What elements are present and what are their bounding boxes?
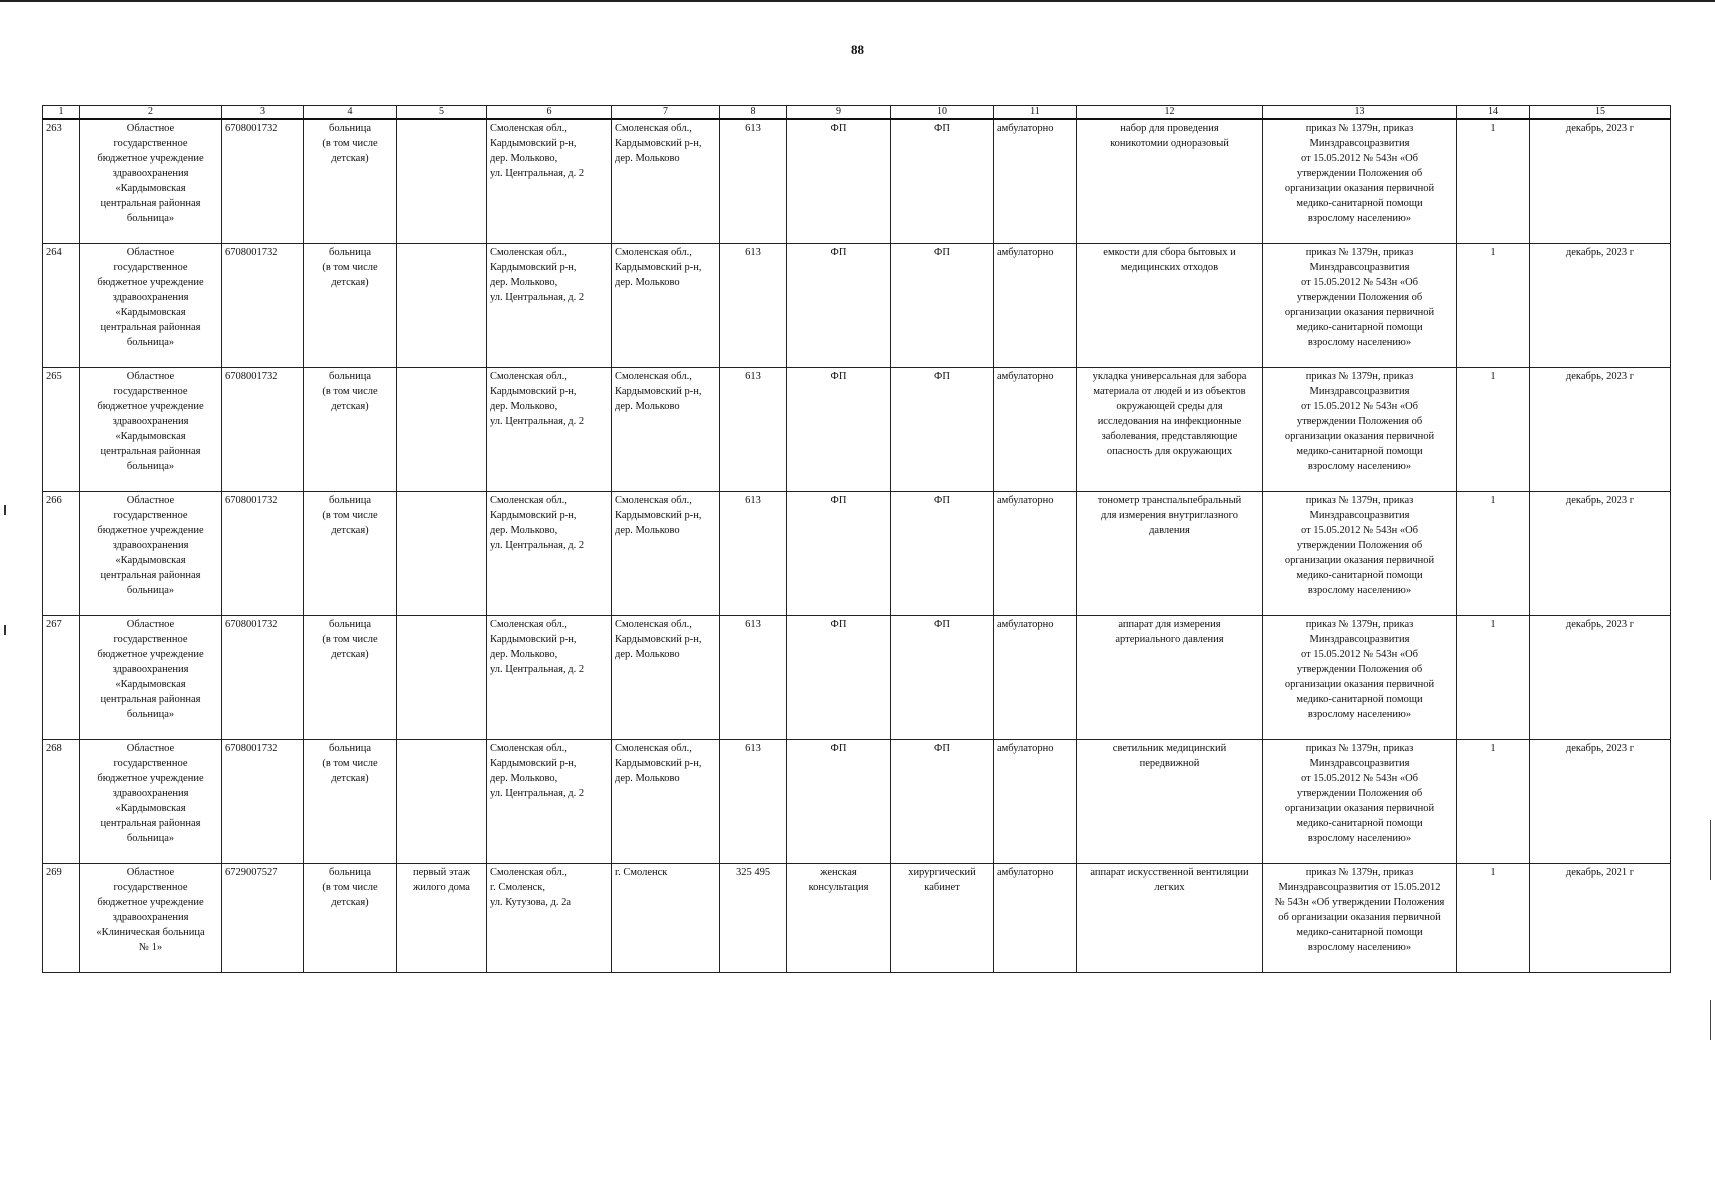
- unit-name-cell: [787, 864, 891, 973]
- column-header: 5: [397, 106, 487, 120]
- organization-name: Областное государственное бюджетное учреждение здравоохранения «Кардымовская центральная районная больница»: [97, 371, 204, 472]
- unit-name: ФП: [830, 495, 847, 506]
- right-margin-line: [1710, 820, 1711, 880]
- unit-name-cell: [787, 740, 891, 864]
- facility-type-cell: [304, 616, 397, 740]
- inn-code-cell: [222, 616, 304, 740]
- population-cell: [720, 244, 787, 368]
- subunit-name-cell: [891, 244, 994, 368]
- facility-type: больница (в том числе детская): [322, 867, 378, 908]
- facility-type: больница (в том числе детская): [322, 371, 378, 412]
- column-header: 7: [612, 106, 720, 120]
- unit-name-cell: [787, 616, 891, 740]
- row-number-cell: [43, 740, 80, 864]
- locality: Смоленская обл., Кардымовский р-н, дер. Мольково: [615, 123, 702, 164]
- care-mode: амбулаторно: [997, 495, 1054, 506]
- care-mode-cell: [994, 368, 1077, 492]
- inn-code: 6729007527: [225, 867, 278, 878]
- column-number-row: [43, 106, 1671, 120]
- facility-address-cell: [487, 368, 612, 492]
- care-mode-cell: [994, 616, 1077, 740]
- regulatory-order: приказ № 1379н, приказ Минздравсоцразвития от 15.05.2012 № 543н «Об утверждении Положения об организации оказания первичной медико-санитарной помощи взрослому населению»: [1284, 371, 1435, 472]
- population-cell: [720, 492, 787, 616]
- population: 613: [745, 619, 761, 630]
- subunit-name-cell: [891, 368, 994, 492]
- page-top-edge: [0, 0, 1715, 2]
- facility-type: больница (в том числе детская): [322, 619, 378, 660]
- equipment-name-cell: [1077, 864, 1263, 973]
- floor-location-cell: [397, 740, 487, 864]
- inn-code: 6708001732: [225, 619, 278, 630]
- unit-name-cell: [787, 368, 891, 492]
- delivery-date-cell: [1530, 244, 1671, 368]
- locality-cell: [612, 244, 720, 368]
- facility-address-cell: [487, 616, 612, 740]
- row-number: 266: [46, 495, 62, 506]
- organization-name: Областное государственное бюджетное учреждение здравоохранения «Кардымовская центральная районная больница»: [97, 619, 204, 720]
- organization-name: Областное государственное бюджетное учреждение здравоохранения «Кардымовская центральная районная больница»: [97, 123, 204, 224]
- facility-address: Смоленская обл., Кардымовский р-н, дер. Мольково, ул. Центральная, д. 2: [490, 495, 585, 551]
- organization-name-cell: [80, 864, 222, 973]
- column-header: 3: [222, 106, 304, 120]
- organization-name: Областное государственное бюджетное учреждение здравоохранения «Кардымовская центральная районная больница»: [97, 495, 204, 596]
- delivery-date: декабрь, 2023 г: [1565, 123, 1635, 134]
- equipment-name: укладка универсальная для забора материала от людей и из объектов окружающей среды для исследования на инфекционные заболевания, представляющие опасность для окружающих: [1092, 371, 1247, 457]
- quantity: 1: [1490, 495, 1496, 506]
- table-row: [43, 368, 1671, 492]
- unit-name: ФП: [830, 743, 847, 754]
- quantity: 1: [1490, 123, 1496, 134]
- quantity: 1: [1490, 867, 1496, 878]
- facility-address-cell: [487, 492, 612, 616]
- registry-table: [42, 105, 1671, 973]
- column-header: 11: [994, 106, 1077, 120]
- delivery-date-cell: [1530, 492, 1671, 616]
- floor-location: первый этаж жилого дома: [413, 867, 470, 893]
- facility-address-cell: [487, 864, 612, 973]
- facility-address-cell: [487, 119, 612, 244]
- floor-location-cell: [397, 864, 487, 973]
- delivery-date-cell: [1530, 119, 1671, 244]
- regulatory-order-cell: [1263, 864, 1457, 973]
- care-mode: амбулаторно: [997, 247, 1054, 258]
- equipment-name-cell: [1077, 244, 1263, 368]
- right-margin-line: [1710, 1000, 1711, 1040]
- facility-type-cell: [304, 119, 397, 244]
- locality-cell: [612, 616, 720, 740]
- regulatory-order-cell: [1263, 368, 1457, 492]
- care-mode-cell: [994, 740, 1077, 864]
- subunit-name-cell: [891, 864, 994, 973]
- regulatory-order: приказ № 1379н, приказ Минздравсоцразвития от 15.05.2012 № 543н «Об утверждении Положения об организации оказания первичной медико-санитарной помощи взрослому населению»: [1284, 619, 1435, 720]
- equipment-name-cell: [1077, 616, 1263, 740]
- subunit-name-cell: [891, 119, 994, 244]
- locality: Смоленская обл., Кардымовский р-н, дер. Мольково: [615, 619, 702, 660]
- inn-code-cell: [222, 740, 304, 864]
- column-header: 14: [1457, 106, 1530, 120]
- page-number: 88: [851, 42, 864, 57]
- population: 613: [745, 123, 761, 134]
- table-row: [43, 740, 1671, 864]
- facility-type: больница (в том числе детская): [322, 247, 378, 288]
- delivery-date: декабрь, 2023 г: [1565, 371, 1635, 382]
- row-number-cell: [43, 244, 80, 368]
- inn-code: 6708001732: [225, 123, 278, 134]
- quantity: 1: [1490, 247, 1496, 258]
- inn-code: 6708001732: [225, 247, 278, 258]
- quantity-cell: [1457, 368, 1530, 492]
- delivery-date: декабрь, 2023 г: [1565, 495, 1635, 506]
- population-cell: [720, 368, 787, 492]
- organization-name: Областное государственное бюджетное учреждение здравоохранения «Кардымовская центральная районная больница»: [97, 247, 204, 348]
- locality-cell: [612, 119, 720, 244]
- facility-address: Смоленская обл., Кардымовский р-н, дер. Мольково, ул. Центральная, д. 2: [490, 619, 585, 675]
- column-header: 2: [80, 106, 222, 120]
- floor-location-cell: [397, 368, 487, 492]
- unit-name: ФП: [830, 123, 847, 134]
- facility-address: Смоленская обл., Кардымовский р-н, дер. Мольково, ул. Центральная, д. 2: [490, 123, 585, 179]
- delivery-date-cell: [1530, 616, 1671, 740]
- quantity-cell: [1457, 864, 1530, 973]
- row-number: 264: [46, 247, 62, 258]
- row-number-cell: [43, 864, 80, 973]
- regulatory-order-cell: [1263, 616, 1457, 740]
- subunit-name-cell: [891, 740, 994, 864]
- quantity-cell: [1457, 492, 1530, 616]
- quantity: 1: [1490, 743, 1496, 754]
- delivery-date: декабрь, 2021 г: [1565, 867, 1635, 878]
- row-number-cell: [43, 119, 80, 244]
- regulatory-order-cell: [1263, 244, 1457, 368]
- organization-name-cell: [80, 119, 222, 244]
- floor-location-cell: [397, 616, 487, 740]
- column-header: 8: [720, 106, 787, 120]
- equipment-name-cell: [1077, 492, 1263, 616]
- subunit-name: ФП: [934, 247, 950, 258]
- delivery-date-cell: [1530, 864, 1671, 973]
- subunit-name: ФП: [934, 743, 950, 754]
- regulatory-order: приказ № 1379н, приказ Минздравсоцразвития от 15.05.2012 № 543н «Об утверждении Положения об организации оказания первичной медико-санитарной помощи взрослому населению»: [1284, 495, 1435, 596]
- care-mode-cell: [994, 119, 1077, 244]
- inn-code-cell: [222, 368, 304, 492]
- locality-cell: [612, 368, 720, 492]
- inn-code-cell: [222, 492, 304, 616]
- care-mode: амбулаторно: [997, 743, 1054, 754]
- subunit-name: ФП: [934, 619, 950, 630]
- organization-name: Областное государственное бюджетное учреждение здравоохранения «Кардымовская центральная районная больница»: [97, 743, 204, 844]
- unit-name-cell: [787, 492, 891, 616]
- organization-name-cell: [80, 616, 222, 740]
- column-header: 4: [304, 106, 397, 120]
- facility-address: Смоленская обл., Кардымовский р-н, дер. Мольково, ул. Центральная, д. 2: [490, 247, 585, 303]
- regulatory-order-cell: [1263, 492, 1457, 616]
- organization-name-cell: [80, 492, 222, 616]
- subunit-name: хирургический кабинет: [908, 867, 976, 893]
- population: 613: [745, 495, 761, 506]
- left-margin-mark: [4, 505, 6, 515]
- column-header: 15: [1530, 106, 1671, 120]
- table-row: [43, 492, 1671, 616]
- locality: Смоленская обл., Кардымовский р-н, дер. Мольково: [615, 247, 702, 288]
- organization-name-cell: [80, 740, 222, 864]
- floor-location-cell: [397, 244, 487, 368]
- unit-name: ФП: [830, 371, 847, 382]
- quantity-cell: [1457, 119, 1530, 244]
- table-row: [43, 119, 1671, 244]
- inn-code: 6708001732: [225, 371, 278, 382]
- facility-type: больница (в том числе детская): [322, 743, 378, 784]
- quantity-cell: [1457, 244, 1530, 368]
- row-number: 267: [46, 619, 62, 630]
- column-header: 13: [1263, 106, 1457, 120]
- locality: г. Смоленск: [615, 867, 668, 878]
- locality: Смоленская обл., Кардымовский р-н, дер. Мольково: [615, 495, 702, 536]
- column-header: 10: [891, 106, 994, 120]
- unit-name: женская консультация: [808, 867, 869, 893]
- care-mode: амбулаторно: [997, 371, 1054, 382]
- population-cell: [720, 119, 787, 244]
- inn-code-cell: [222, 119, 304, 244]
- locality-cell: [612, 492, 720, 616]
- row-number: 265: [46, 371, 62, 382]
- delivery-date: декабрь, 2023 г: [1565, 619, 1635, 630]
- facility-type-cell: [304, 740, 397, 864]
- table-row: [43, 616, 1671, 740]
- row-number: 269: [46, 867, 62, 878]
- equipment-name: аппарат искусственной вентиляции легких: [1090, 867, 1249, 893]
- equipment-name: набор для проведения коникотомии одноразовый: [1110, 123, 1229, 149]
- column-header: 12: [1077, 106, 1263, 120]
- equipment-name: светильник медицинский передвижной: [1112, 743, 1227, 769]
- organization-name-cell: [80, 244, 222, 368]
- column-header: 1: [43, 106, 80, 120]
- equipment-name-cell: [1077, 740, 1263, 864]
- population: 613: [745, 371, 761, 382]
- unit-name-cell: [787, 119, 891, 244]
- locality-cell: [612, 740, 720, 864]
- subunit-name-cell: [891, 492, 994, 616]
- population-cell: [720, 740, 787, 864]
- locality-cell: [612, 864, 720, 973]
- equipment-name: тонометр транспальпебральный для измерения внутриглазного давления: [1097, 495, 1242, 536]
- facility-address-cell: [487, 740, 612, 864]
- care-mode: амбулаторно: [997, 619, 1054, 630]
- care-mode: амбулаторно: [997, 867, 1054, 878]
- subunit-name: ФП: [934, 123, 950, 134]
- organization-name: Областное государственное бюджетное учреждение здравоохранения «Клиническая больница № 1»: [96, 867, 205, 953]
- regulatory-order-cell: [1263, 740, 1457, 864]
- care-mode-cell: [994, 492, 1077, 616]
- subunit-name: ФП: [934, 371, 950, 382]
- facility-type-cell: [304, 864, 397, 973]
- delivery-date-cell: [1530, 368, 1671, 492]
- facility-address-cell: [487, 244, 612, 368]
- table-row: [43, 864, 1671, 973]
- quantity-cell: [1457, 740, 1530, 864]
- regulatory-order: приказ № 1379н, приказ Минздравсоцразвития от 15.05.2012 № 543н «Об утверждении Положения об организации оказания первичной медико-санитарной помощи взрослому населению»: [1284, 247, 1435, 348]
- quantity: 1: [1490, 619, 1496, 630]
- equipment-name: емкости для сбора бытовых и медицинских отходов: [1103, 247, 1236, 273]
- facility-type-cell: [304, 368, 397, 492]
- floor-location-cell: [397, 492, 487, 616]
- row-number: 263: [46, 123, 62, 134]
- population: 613: [745, 743, 761, 754]
- subunit-name-cell: [891, 616, 994, 740]
- floor-location-cell: [397, 119, 487, 244]
- regulatory-order: приказ № 1379н, приказ Минздравсоцразвития от 15.05.2012 № 543н «Об утверждении Положения об организации оказания первичной медико-санитарной помощи взрослому населению»: [1274, 867, 1445, 953]
- inn-code: 6708001732: [225, 743, 278, 754]
- row-number-cell: [43, 492, 80, 616]
- inn-code-cell: [222, 864, 304, 973]
- regulatory-order: приказ № 1379н, приказ Минздравсоцразвития от 15.05.2012 № 543н «Об утверждении Положения об организации оказания первичной медико-санитарной помощи взрослому населению»: [1284, 743, 1435, 844]
- inn-code: 6708001732: [225, 495, 278, 506]
- quantity-cell: [1457, 616, 1530, 740]
- population: 325 495: [735, 867, 771, 878]
- unit-name-cell: [787, 244, 891, 368]
- care-mode: амбулаторно: [997, 123, 1054, 134]
- facility-type: больница (в том числе детская): [322, 495, 378, 536]
- population: 613: [745, 247, 761, 258]
- row-number-cell: [43, 616, 80, 740]
- care-mode-cell: [994, 864, 1077, 973]
- inn-code-cell: [222, 244, 304, 368]
- column-header: 9: [787, 106, 891, 120]
- column-header: 6: [487, 106, 612, 120]
- facility-address: Смоленская обл., Кардымовский р-н, дер. Мольково, ул. Центральная, д. 2: [490, 371, 585, 427]
- row-number: 268: [46, 743, 62, 754]
- left-margin-mark: [4, 625, 6, 635]
- facility-type-cell: [304, 492, 397, 616]
- locality: Смоленская обл., Кардымовский р-н, дер. Мольково: [615, 371, 702, 412]
- facility-address: Смоленская обл., г. Смоленск, ул. Кутузова, д. 2а: [490, 867, 572, 908]
- equipment-name: аппарат для измерения артериального давления: [1115, 619, 1224, 645]
- subunit-name: ФП: [934, 495, 950, 506]
- facility-type-cell: [304, 244, 397, 368]
- population-cell: [720, 864, 787, 973]
- delivery-date-cell: [1530, 740, 1671, 864]
- organization-name-cell: [80, 368, 222, 492]
- facility-type: больница (в том числе детская): [322, 123, 378, 164]
- equipment-name-cell: [1077, 368, 1263, 492]
- row-number-cell: [43, 368, 80, 492]
- delivery-date: декабрь, 2023 г: [1565, 247, 1635, 258]
- delivery-date: декабрь, 2023 г: [1565, 743, 1635, 754]
- facility-address: Смоленская обл., Кардымовский р-н, дер. Мольково, ул. Центральная, д. 2: [490, 743, 585, 799]
- unit-name: ФП: [830, 619, 847, 630]
- unit-name: ФП: [830, 247, 847, 258]
- care-mode-cell: [994, 244, 1077, 368]
- equipment-name-cell: [1077, 119, 1263, 244]
- population-cell: [720, 616, 787, 740]
- regulatory-order-cell: [1263, 119, 1457, 244]
- locality: Смоленская обл., Кардымовский р-н, дер. Мольково: [615, 743, 702, 784]
- regulatory-order: приказ № 1379н, приказ Минздравсоцразвития от 15.05.2012 № 543н «Об утверждении Положения об организации оказания первичной медико-санитарной помощи взрослому населению»: [1284, 123, 1435, 224]
- quantity: 1: [1490, 371, 1496, 382]
- table-row: [43, 244, 1671, 368]
